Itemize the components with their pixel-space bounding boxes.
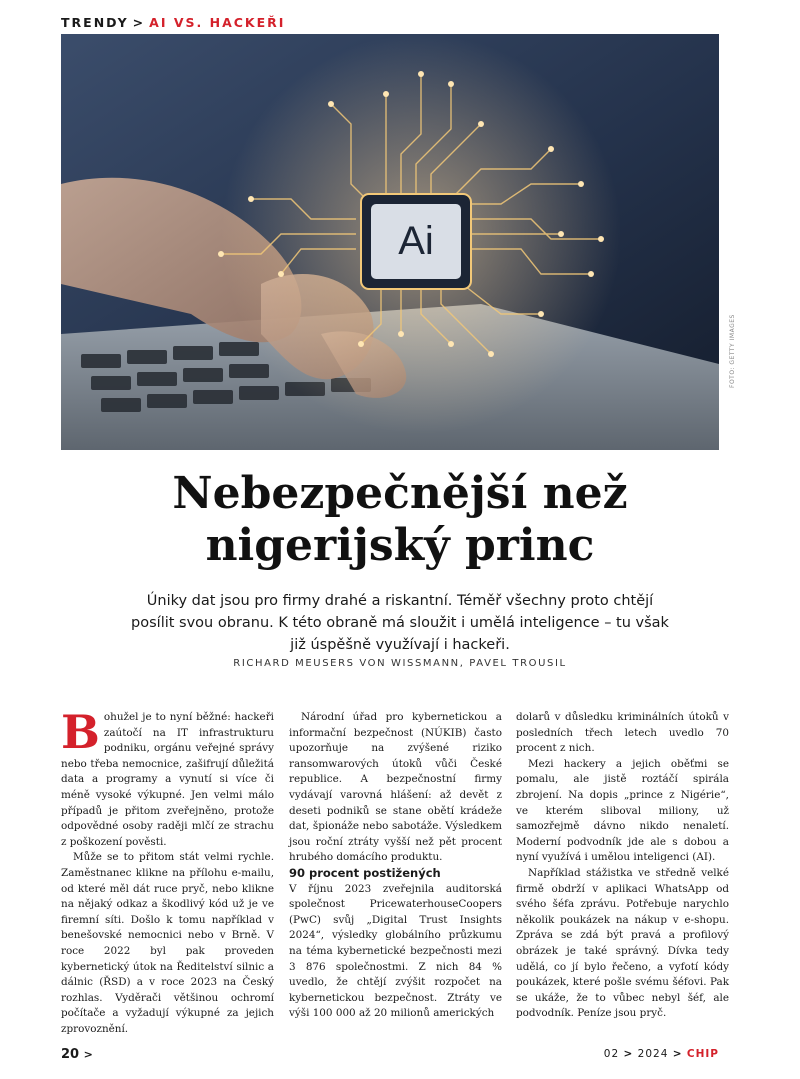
headline: [0, 468, 800, 572]
paragraph: Mezi hackery a jejich oběťmi se pomalu, ale jistě roztáčí spirála zbrojení. Na dopis „prince z Nigérie“, ve kterém sliboval miliony, už samozřejmě dávno nikdo nenaletí. Moderní podvodník jde ale s dobou a nyní využívá i umělou inteligenci (AI).: [516, 757, 729, 864]
arrow-icon: >: [83, 1048, 93, 1061]
paragraph: [61, 705, 274, 850]
issue-info: [604, 1048, 719, 1060]
issue-number: 02: [603, 1048, 620, 1060]
article-column-1: [61, 705, 274, 1037]
hero-image: [61, 34, 719, 450]
page-number-value: 20: [61, 1047, 80, 1062]
paragraph-text: ohužel je to nyní běžné: hackeři zaútočí na IT infrastrukturu podniku, orgánu veřejné správy nebo třeba nemocnice, zašifrují důležitá data a programy a vynutí si více či méně vysoké výkupné. Jen velmi málo případů je přitom zveřejněno, protože odpovědné osoby raději mlčí ze strachu z poškození pověsti.: [61, 711, 274, 848]
subheading: 90 procent postižených: [289, 865, 441, 880]
drop-cap: B: [61, 705, 100, 759]
breadcrumb-topic[interactable]: AI VS. HACKEŘI: [149, 15, 286, 30]
paragraph: dolarů v důsledku kriminálních útoků v posledních třech letech uvedlo 70 procent z nich.: [516, 711, 729, 755]
paragraph: Může se to přitom stát velmi rychle. Zaměstnanec klikne na přílohu e-mailu, od které měl dát ruce pryč, nebo klikne na nějaký odkaz a škodlivý kód už je ve firemní síti. Došlo k tomu například v benešovské nemocnici nebo v Brně. V roce 2022 byl pak proveden kybernetický útok na Ředitelství silnic a dálnic (ŘSD) a v roce 2023 na Český rozhlas. Vyděrači většinou ochromí počítače a vyžadují výkupné za jejich zprovoznění.: [61, 851, 274, 1035]
lead-paragraph: Úniky dat jsou pro firmy drahé a riskantní. Téměř všechny proto chtějí posílit svou obranu. K této obraně má sloužit i umělá inteligence – tu však již úspěšně využívají i hackeři.: [131, 593, 669, 653]
article-column-2: [289, 710, 502, 1022]
paragraph: V říjnu 2023 zveřejnila auditorská společnost PricewaterhouseCoopers (PwC) svůj „Digital Trust Insights 2024“, výsledky globálního průzkumu na téma kybernetické bezpečnosti mezi 3 876 společnostmi. Z nich 84 % uvedlo, že chtějí zvýšit rozpočet na kybernetickou bezpečnost. Ztráty ve výši 100 000 až 20 milionů amerických: [289, 882, 502, 1020]
photo-credit: FOTO: GETTY IMAGES: [729, 314, 736, 388]
breadcrumb-separator: >: [132, 15, 146, 30]
page-number: [61, 1047, 93, 1062]
magazine-brand[interactable]: CHIP: [686, 1048, 719, 1060]
chip-label: Ai: [398, 219, 434, 263]
breadcrumb-section[interactable]: TRENDY: [61, 15, 129, 30]
arrow-icon: >: [672, 1048, 683, 1060]
headline-line-2: nigerijský princ: [205, 520, 595, 571]
paragraph: Národní úřad pro kybernetickou a informační bezpečnost (NÚKIB) často upozorňuje na zvýšené riziko ransomwarových útoků vůči České republice. A bezpečnostní firmy vydávají varovná hlášení: až devět z deseti podniků se stane obětí krádeže dat, špionáže nebo sabotáže. Výsledkem jsou roční ztráty vyšší než pět procent hrubého domácího produktu.: [289, 711, 502, 864]
headline-line-1: Nebezpečnější než: [172, 468, 628, 519]
breadcrumb: [61, 15, 285, 30]
article-column-3: [516, 710, 729, 1022]
issue-year: 2024: [637, 1048, 669, 1060]
paragraph: Například stážistka ve středně velké firmě obdrží v aplikaci WhatsApp od svého šéfa zprávu. Potřebuje narychlo několik poukázek na nákup v e-shopu. Zpráva se zdá být pravá a profilový obrázek je také správný. Dívka tedy udělá, co jí bylo řečeno, a vyfotí kódy poukázek, které pošle svému šéfovi. Pak se ukáže, že to vůbec nebyl šéf, ale podvodník. Peníze jsou pryč.: [516, 866, 729, 1020]
authors: RICHARD MEUSERS VON WISSMANN, PAVEL TROUSIL: [233, 658, 567, 669]
arrow-icon: >: [623, 1048, 634, 1060]
